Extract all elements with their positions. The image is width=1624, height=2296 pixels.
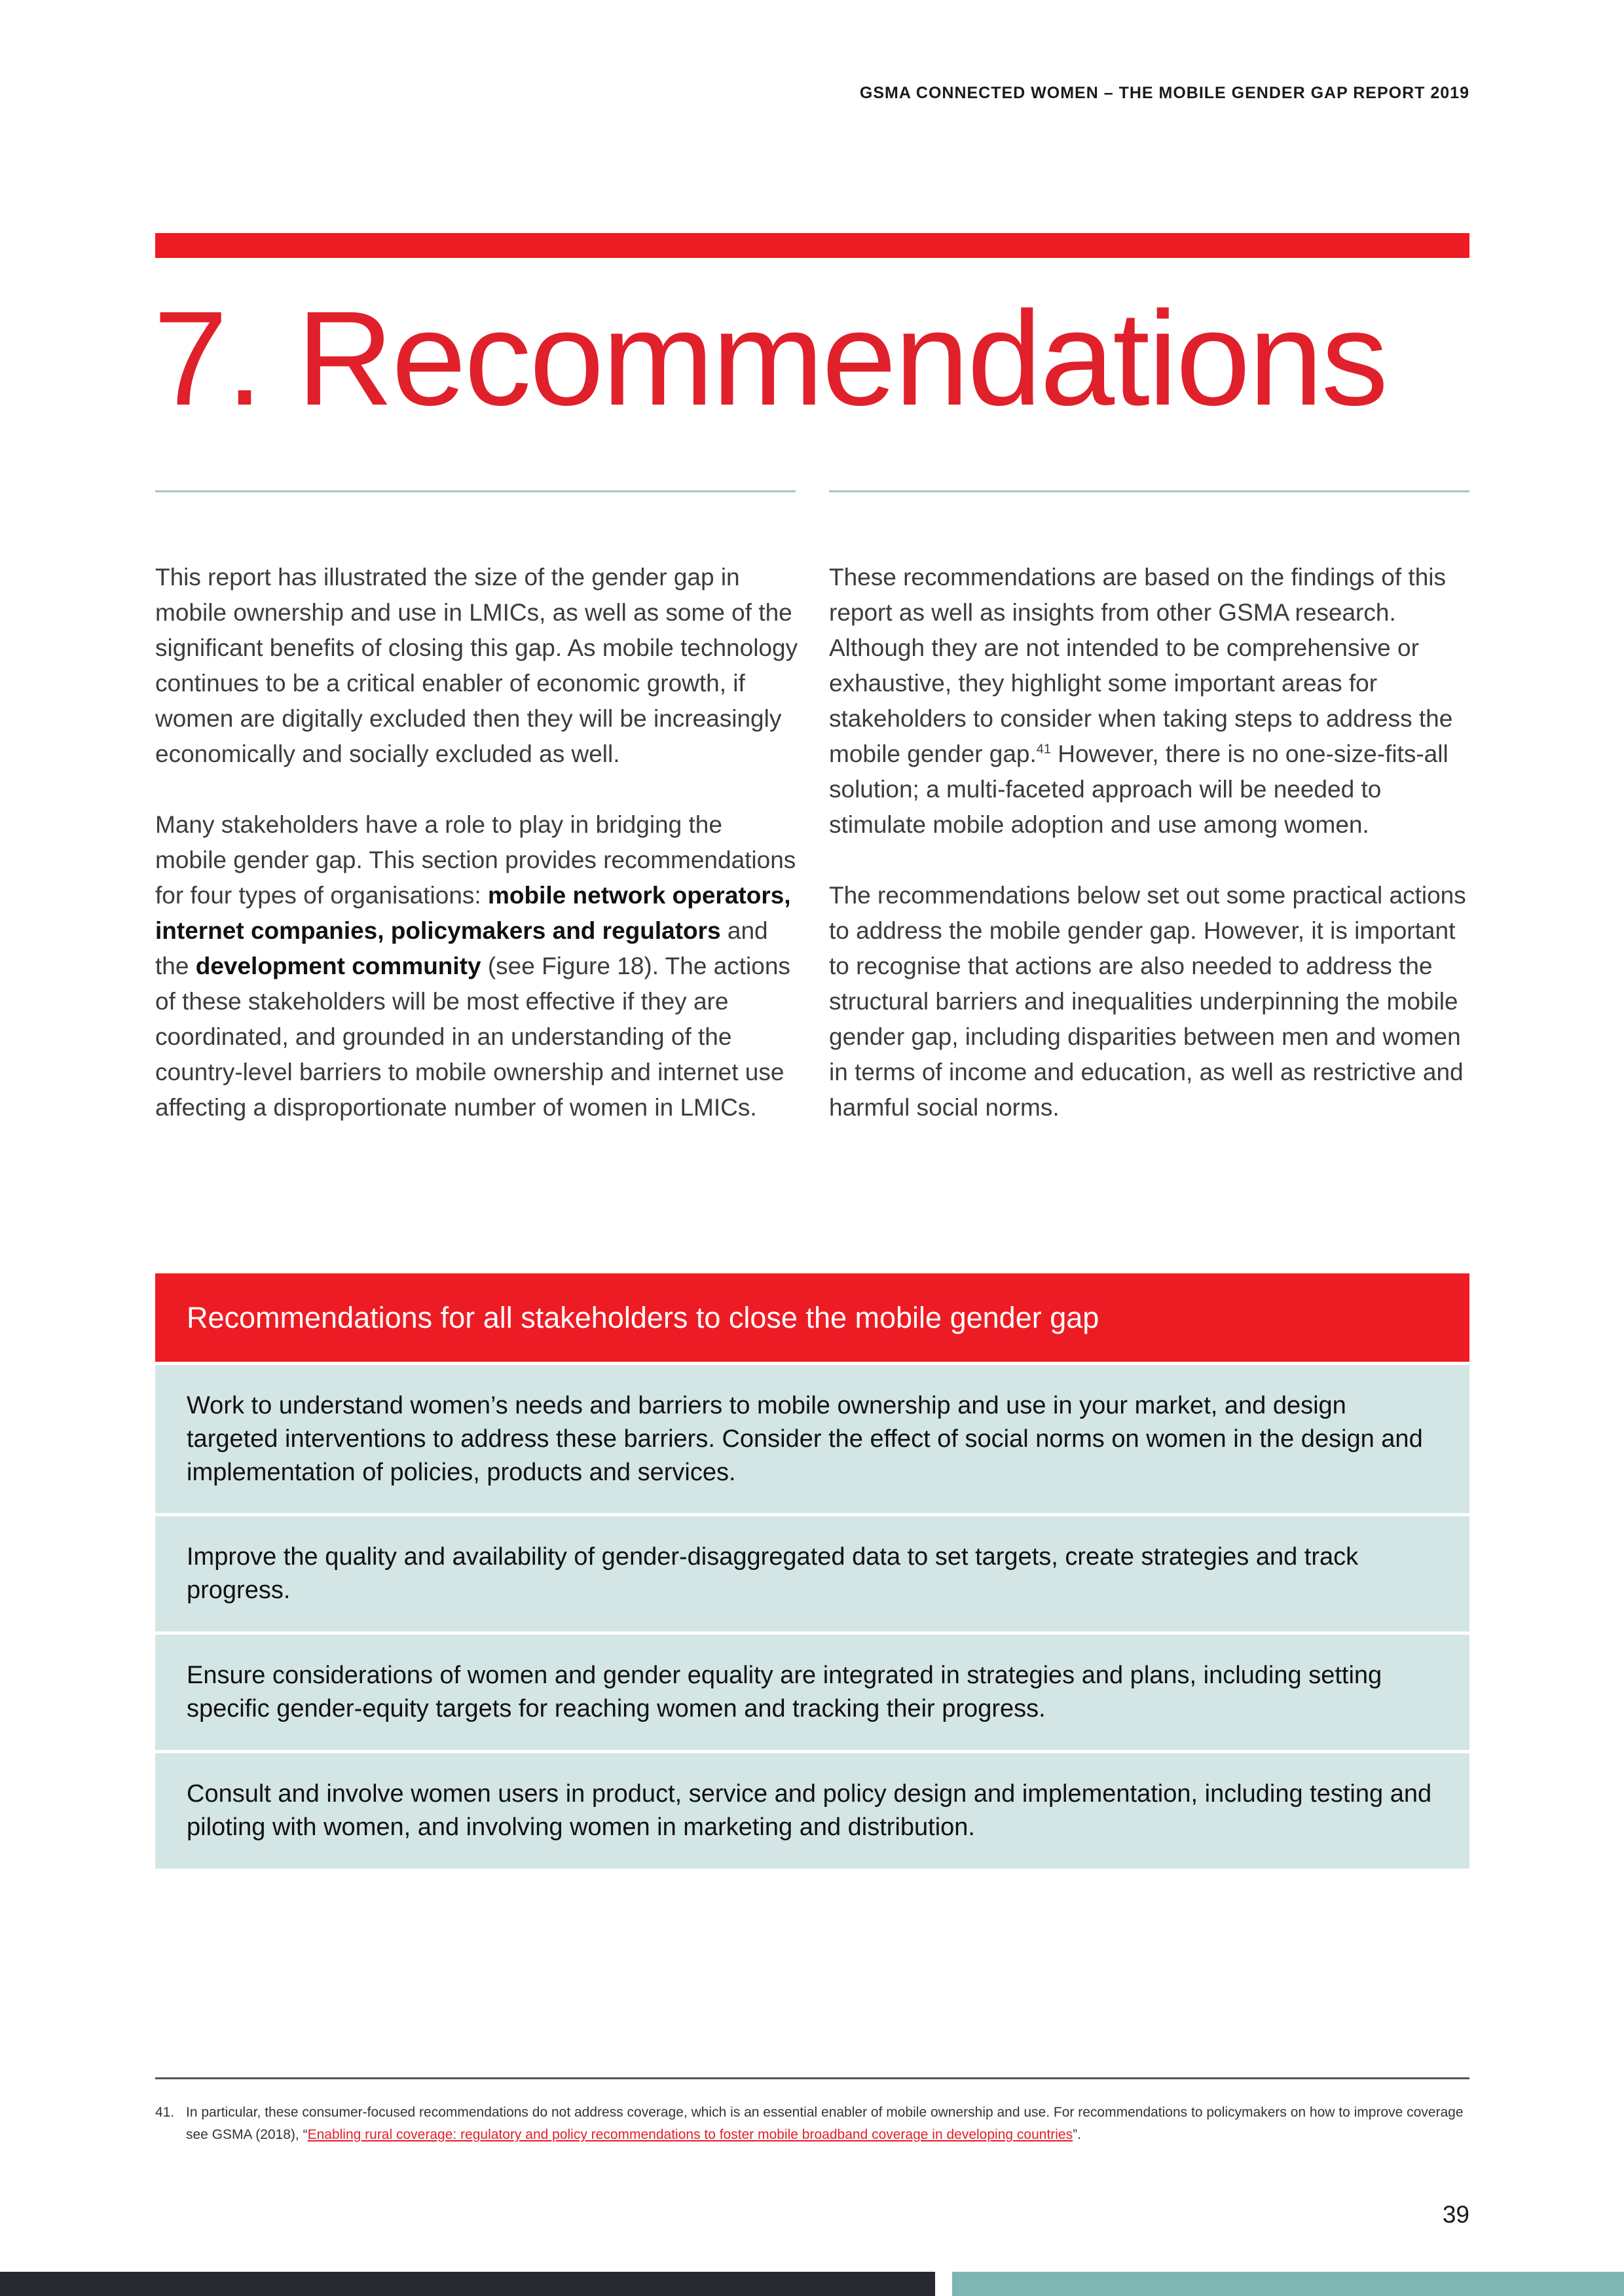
footnote-41 [155,2102,1469,2146]
recommendation-row: Work to understand women’s needs and barriers to mobile ownership and use in your market, and design targeted interventions to address these barriers. Consider the effect of social norms on women in the design and implementation of policies, products and services. [155,1365,1469,1513]
footnote-ref-41[interactable]: 41 [1036,742,1052,757]
footer-bar-teal [952,2272,1624,2296]
footnote-text-end: ”. [1073,2127,1081,2142]
left-column [155,560,800,1161]
left-p2-bold-stakeholders: mobile network operators, internet companies, policymakers and regulators [155,882,791,944]
right-column-rule [829,490,1469,492]
page-number: 39 [1442,2201,1469,2228]
section-title: 7. Recommendations [153,283,1387,433]
footnote-text: In particular, these consumer-focused recommendations do not address coverage, which is an essential enabler of mobile ownership and use. For recommendations to policymakers on how to improve coverage see GSMA (2018), “ [186,2105,1464,2142]
left-p2-text-c: (see Figure 18). The actions of these stakeholders will be most effective if they are coordinated, and grounded in an understanding of the country-level barriers to mobile ownership and internet use affecting a disproportionate number of women in LMICs. [155,953,790,1121]
left-paragraph-1: This report has illustrated the size of the gender gap in mobile ownership and use in LMICs, as well as some of the significant benefits of closing this gap. As mobile technology continues to be a critical enabler of economic growth, if women are digitally excluded then they will be increasingly economically and socially excluded as well. [155,564,798,767]
footnote-link[interactable]: Enabling rural coverage: regulatory and policy recommendations to foster mobile broadband coverage in developing countries [307,2127,1073,2142]
footnote-rule [155,2077,1469,2079]
section-accent-bar [155,233,1469,258]
recommendations-table [155,1273,1469,1868]
left-p2-text-a: Many stakeholders have a role to play in bridging the mobile gender gap. This section provides recommendations for four types of organisations: [155,811,796,909]
recommendation-row: Ensure considerations of women and gender equality are integrated in strategies and plans, including setting specific gender-equity targets for reaching women and tracking their progress. [155,1635,1469,1750]
running-header: GSMA CONNECTED WOMEN – THE MOBILE GENDER GAP REPORT 2019 [859,84,1469,102]
left-paragraph-2 [155,807,800,1125]
right-p1-text-a: These recommendations are based on the findings of this report as well as insights from other GSMA research. Although they are not intended to be comprehensive or exhaustive, they highlight some important areas for stakeholders to consider when taking steps to address the mobile gender gap. [829,564,1453,767]
left-p2-bold-development: development community [195,953,481,979]
right-paragraph-2: The recommendations below set out some practical actions to address the mobile gender gap. However, it is important to recognise that actions are also needed to address the structural barriers and inequalities underpinning the mobile gender gap, including disparities between men and women in terms of income and education, as well as restrictive and harmful social norms. [829,882,1466,1121]
recommendation-row: Improve the quality and availability of gender-disaggregated data to set targets, create strategies and track progress. [155,1516,1469,1631]
recommendations-heading: Recommendations for all stakeholders to close the mobile gender gap [155,1273,1469,1362]
left-p2-text-b: and the [155,917,768,979]
left-column-rule [155,490,796,492]
footnote-number: 41. [155,2105,175,2120]
right-paragraph-1 [829,560,1474,843]
footer-bar-dark [0,2272,935,2296]
recommendation-row: Consult and involve women users in product, service and policy design and implementation, including testing and piloting with women, and involving women in marketing and distribution. [155,1753,1469,1868]
right-p1-text-b: However, there is no one-size-fits-all solution; a multi-faceted approach will be needed to stimulate mobile adoption and use among women. [829,740,1449,838]
right-column [829,560,1474,1161]
